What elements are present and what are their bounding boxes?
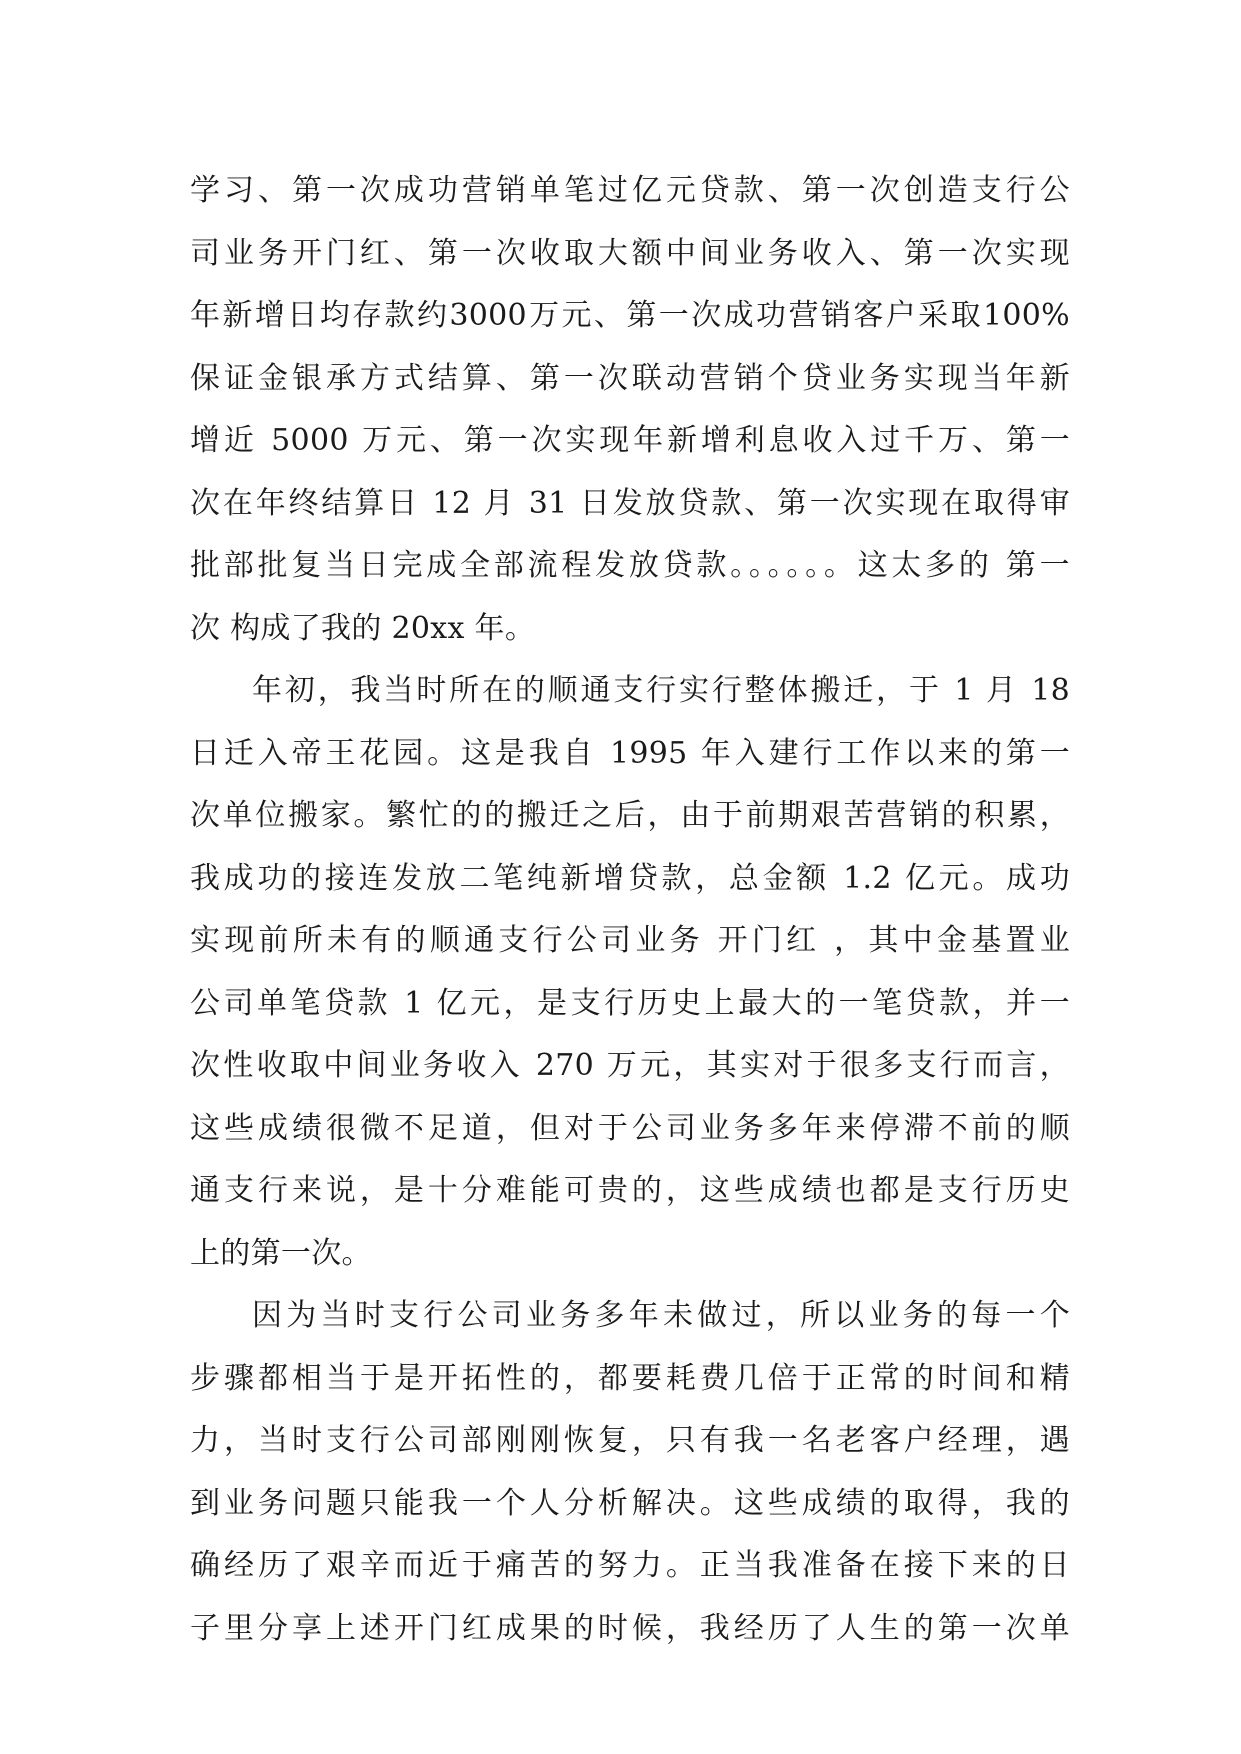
text-line: 次在年终结算日 12 月 31 日发放贷款、第一次实现在取得审 bbox=[190, 485, 1070, 521]
text-line: 次单位搬家。繁忙的的搬迁之后，由于前期艰苦营销的积累， bbox=[190, 798, 1070, 833]
text-line: 步骤都相当于是开拓性的，都要耗费几倍于正常的时间和精 bbox=[190, 1360, 1070, 1396]
text-line: 实现前所未有的顺通支行公司业务 开门红 ，其中金基置业 bbox=[190, 923, 1070, 958]
text-line: 次性收取中间业务收入 270 万元，其实对于很多支行而言， bbox=[190, 1048, 1070, 1083]
text-line: 到业务问题只能我一个人分析解决。这些成绩的取得，我的 bbox=[190, 1485, 1070, 1521]
body-text bbox=[190, 160, 1070, 1660]
paragraph-first-line: 因为当时支行公司业务多年未做过，所以业务的每一个 bbox=[252, 1298, 1070, 1333]
text-line: 我成功的接连发放二笔纯新增贷款，总金额 1.2 亿元。成功 bbox=[190, 860, 1070, 896]
text-line: 批部批复当日完成全部流程发放贷款。。。。。。这太多的 第一 bbox=[190, 548, 1070, 583]
text-line: 保证金银承方式结算、第一次联动营销个贷业务实现当年新 bbox=[190, 360, 1070, 396]
text-line: 子里分享上述开门红成果的时候，我经历了人生的第一次单 bbox=[190, 1610, 1070, 1646]
text-line: 力，当时支行公司部刚刚恢复，只有我一名老客户经理，遇 bbox=[190, 1423, 1070, 1458]
text-line: 公司单笔贷款 1 亿元，是支行历史上最大的一笔贷款，并一 bbox=[190, 985, 1070, 1021]
text-line: 学习、第一次成功营销单笔过亿元贷款、第一次创造支行公 bbox=[190, 173, 1070, 208]
text-line: 通支行来说，是十分难能可贵的，这些成绩也都是支行历史 bbox=[190, 1173, 1070, 1208]
paragraph-first-line: 年初，我当时所在的顺通支行实行整体搬迁，于 1 月 18 bbox=[252, 673, 1070, 708]
text-line: 日迁入帝王花园。这是我自 1995 年入建行工作以来的第一 bbox=[190, 735, 1070, 771]
text-line: 增近 5000 万元、第一次实现年新增利息收入过千万、第一 bbox=[190, 423, 1070, 458]
text-line: 这些成绩很微不足道，但对于公司业务多年来停滞不前的顺 bbox=[190, 1110, 1070, 1146]
text-line: 上的第一次。 bbox=[190, 1235, 372, 1271]
text-line: 司业务开门红、第一次收取大额中间业务收入、第一次实现 bbox=[190, 235, 1070, 271]
text-line: 年新增日均存款约3000万元、第一次成功营销客户采取100% bbox=[190, 298, 1070, 333]
text-line: 次 构成了我的 20xx 年。 bbox=[190, 610, 536, 646]
text-line: 确经历了艰辛而近于痛苦的努力。正当我准备在接下来的日 bbox=[190, 1548, 1070, 1583]
